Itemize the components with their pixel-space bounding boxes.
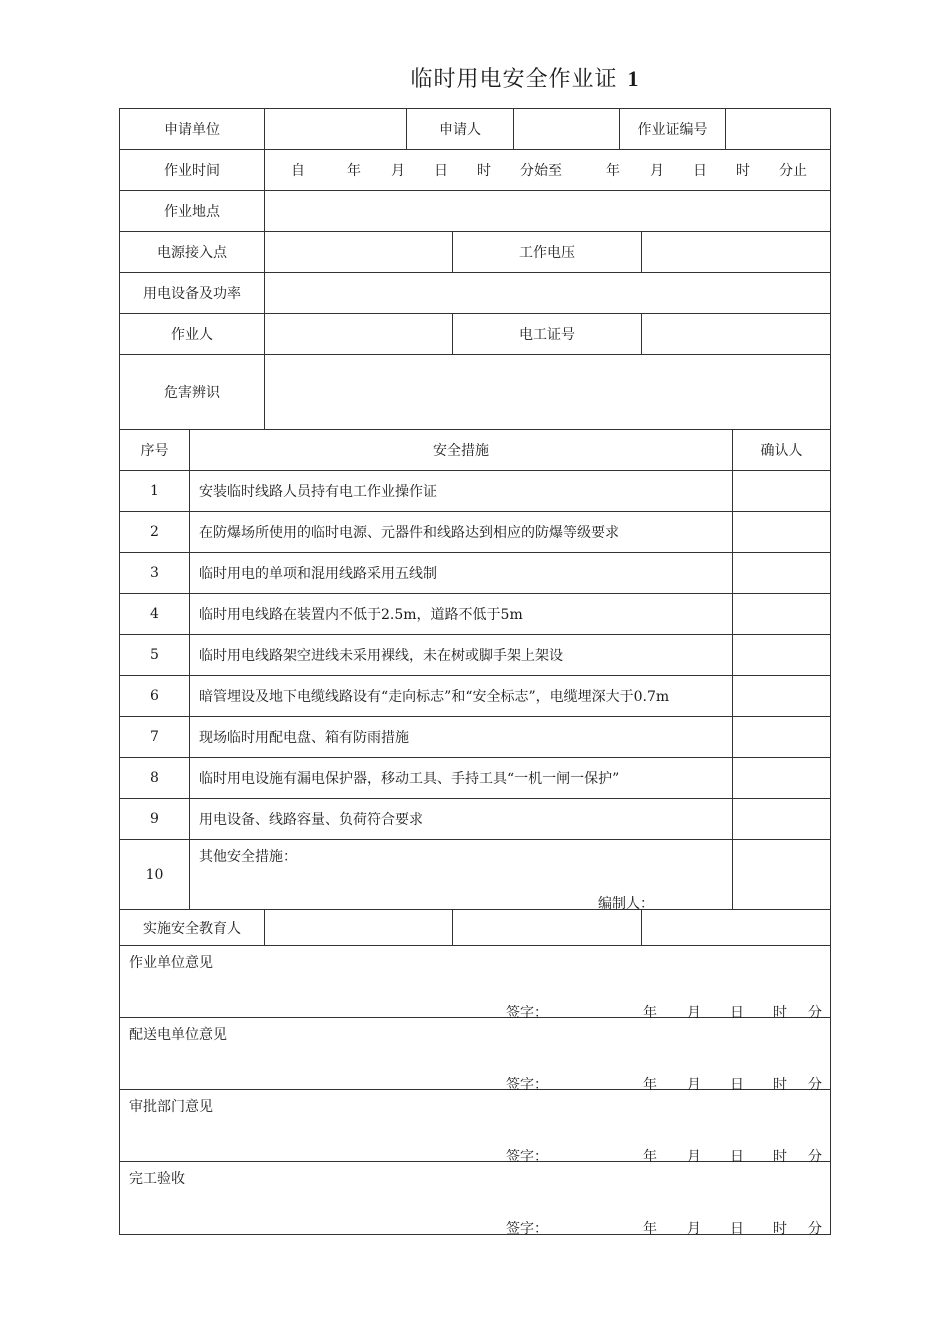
education-field-1[interactable]	[265, 910, 453, 946]
sign-month: 月	[687, 1221, 701, 1237]
measure-text: 暗管埋设及地下电缆线路设有“走向标志”和“安全标志”，电缆埋深大于0.7m	[190, 676, 733, 717]
measure-no: 3	[120, 553, 190, 594]
author-label: 编制人：	[598, 896, 654, 912]
time-month-end: 月	[650, 163, 664, 179]
sign-label: 签字：	[506, 1221, 548, 1237]
measure-confirm-field[interactable]	[733, 512, 830, 553]
page-title	[0, 62, 950, 93]
permit-no-field[interactable]	[726, 109, 830, 150]
measure-text: 临时用电的单项和混用线路采用五线制	[190, 553, 733, 594]
measure-no: 4	[120, 594, 190, 635]
sign-day: 日	[730, 1149, 744, 1165]
time-minute-start: 分始至	[520, 163, 562, 179]
measure-other-no: 10	[120, 840, 190, 910]
measure-text: 临时用电设施有漏电保护器，移动工具、手持工具“一机一闸一保护”	[190, 758, 733, 799]
equipment-label: 用电设备及功率	[120, 273, 265, 314]
worker-label: 作业人	[120, 314, 265, 355]
title-number: 1	[627, 66, 640, 91]
measure-text: 在防爆场所使用的临时电源、元器件和线路达到相应的防爆等级要求	[190, 512, 733, 553]
time-hour-end: 时	[736, 163, 750, 179]
sign-year: 年	[643, 1005, 657, 1021]
sign-minute: 分	[808, 1077, 822, 1093]
col-confirm-header: 确认人	[733, 430, 830, 471]
hazard-label: 危害辨识	[120, 355, 265, 430]
sign-month: 月	[687, 1149, 701, 1165]
opinion-label: 审批部门意见	[129, 1099, 213, 1115]
opinion-label: 作业单位意见	[129, 955, 213, 971]
title-text: 临时用电安全作业证	[410, 67, 618, 92]
electrician-cert-field[interactable]	[642, 314, 830, 355]
measure-text: 临时用电线路在装置内不低于2.5m，道路不低于5m	[190, 594, 733, 635]
opinion-label: 完工验收	[129, 1171, 185, 1187]
permit-no-label: 作业证编号	[620, 109, 726, 150]
time-year-start: 年	[347, 163, 361, 179]
voltage-label: 工作电压	[453, 232, 642, 273]
sign-label: 签字：	[506, 1005, 548, 1021]
opinion-label: 配送电单位意见	[129, 1027, 227, 1043]
sign-hour: 时	[773, 1221, 787, 1237]
measure-confirm-field[interactable]	[733, 471, 830, 512]
sign-hour: 时	[773, 1005, 787, 1021]
measure-no: 8	[120, 758, 190, 799]
measure-confirm-field[interactable]	[733, 676, 830, 717]
sign-year: 年	[643, 1221, 657, 1237]
voltage-field[interactable]	[642, 232, 830, 273]
education-field-2[interactable]	[453, 910, 642, 946]
equipment-field[interactable]	[265, 273, 830, 314]
education-field-3[interactable]	[642, 910, 830, 946]
applicant-unit-label: 申请单位	[120, 109, 265, 150]
measure-other-field[interactable]	[190, 840, 733, 910]
measure-no: 6	[120, 676, 190, 717]
time-month-start: 月	[391, 163, 405, 179]
time-year-end: 年	[606, 163, 620, 179]
sign-day: 日	[730, 1077, 744, 1093]
work-location-label: 作业地点	[120, 191, 265, 232]
measure-confirm-field[interactable]	[733, 717, 830, 758]
sign-month: 月	[687, 1005, 701, 1021]
sign-minute: 分	[808, 1005, 822, 1021]
measure-no: 1	[120, 471, 190, 512]
worker-field[interactable]	[265, 314, 453, 355]
power-access-label: 电源接入点	[120, 232, 265, 273]
measure-confirm-field[interactable]	[733, 758, 830, 799]
electrician-cert-label: 电工证号	[453, 314, 642, 355]
sign-hour: 时	[773, 1077, 787, 1093]
sign-year: 年	[643, 1077, 657, 1093]
measure-no: 5	[120, 635, 190, 676]
sign-label: 签字：	[506, 1149, 548, 1165]
measure-confirm-field[interactable]	[733, 635, 830, 676]
sign-day: 日	[730, 1221, 744, 1237]
applicant-field[interactable]	[514, 109, 620, 150]
sign-month: 月	[687, 1077, 701, 1093]
measure-no: 2	[120, 512, 190, 553]
hazard-field[interactable]	[265, 355, 830, 430]
sign-minute: 分	[808, 1221, 822, 1237]
measure-confirm-field[interactable]	[733, 553, 830, 594]
sign-label: 签字：	[506, 1077, 548, 1093]
applicant-label: 申请人	[407, 109, 514, 150]
applicant-unit-field[interactable]	[265, 109, 407, 150]
measure-text: 临时用电线路架空进线未采用裸线，未在树或脚手架上架设	[190, 635, 733, 676]
work-time-label: 作业时间	[120, 150, 265, 191]
time-from: 自	[291, 163, 305, 179]
measure-text: 用电设备、线路容量、负荷符合要求	[190, 799, 733, 840]
time-hour-start: 时	[477, 163, 491, 179]
col-measure-header: 安全措施	[190, 430, 733, 471]
opinion-block-power-supply[interactable]	[120, 1018, 830, 1093]
sign-hour: 时	[773, 1149, 787, 1165]
measure-no: 7	[120, 717, 190, 758]
power-access-field[interactable]	[265, 232, 453, 273]
permit-form	[119, 108, 831, 1235]
measure-confirm-field[interactable]	[733, 594, 830, 635]
sign-day: 日	[730, 1005, 744, 1021]
measure-other-label: 其他安全措施：	[199, 849, 297, 865]
time-day-end: 日	[693, 163, 707, 179]
measure-text: 现场临时用配电盘、箱有防雨措施	[190, 717, 733, 758]
measure-no: 9	[120, 799, 190, 840]
work-time-field[interactable]	[265, 150, 830, 191]
opinion-block-work-unit[interactable]	[120, 946, 830, 1021]
work-location-field[interactable]	[265, 191, 830, 232]
col-no-header: 序号	[120, 430, 190, 471]
measure-text: 安装临时线路人员持有电工作业操作证	[190, 471, 733, 512]
education-label: 实施安全教育人	[120, 910, 265, 946]
time-minute-end: 分止	[779, 163, 807, 179]
opinion-block-completion[interactable]	[120, 1162, 830, 1237]
opinion-block-approval[interactable]	[120, 1090, 830, 1165]
sign-minute: 分	[808, 1149, 822, 1165]
time-day-start: 日	[434, 163, 448, 179]
sign-year: 年	[643, 1149, 657, 1165]
measure-other-confirm-field[interactable]	[733, 840, 830, 910]
measure-confirm-field[interactable]	[733, 799, 830, 840]
